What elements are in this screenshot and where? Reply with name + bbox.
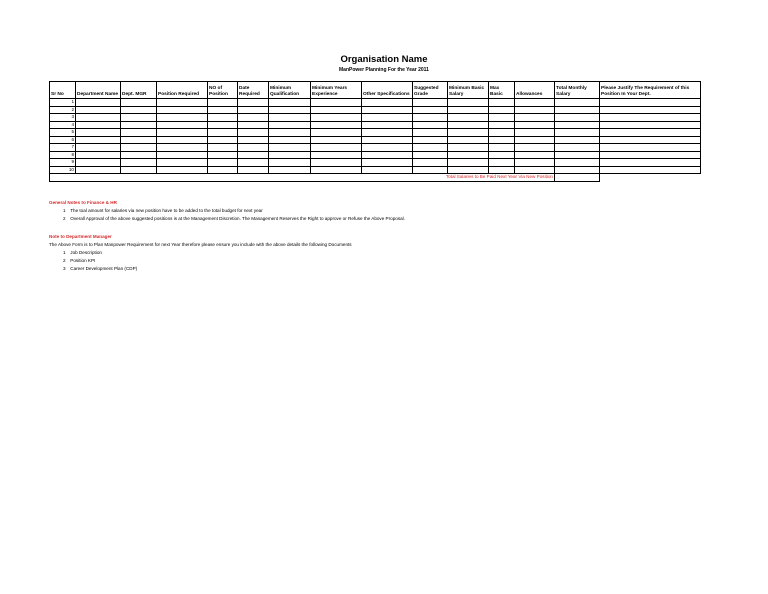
table-cell[interactable] [555, 136, 600, 144]
table-cell[interactable] [413, 159, 448, 167]
table-cell[interactable] [489, 151, 515, 159]
table-cell[interactable] [362, 166, 413, 174]
row-number: 6 [50, 136, 76, 144]
table-cell[interactable] [600, 166, 701, 174]
table-cell[interactable] [413, 129, 448, 137]
table-cell[interactable] [362, 159, 413, 167]
row-number: 1 [50, 99, 76, 107]
table-row [50, 99, 701, 107]
table-row [50, 121, 701, 129]
table-cell[interactable] [238, 144, 269, 152]
header-row [50, 82, 701, 99]
table-cell[interactable] [121, 151, 157, 159]
table-cell[interactable] [515, 136, 555, 144]
table-cell[interactable] [76, 121, 121, 129]
column-header: Position Required [157, 82, 208, 99]
table-cell[interactable] [555, 151, 600, 159]
column-header: Dept. MGR [121, 82, 157, 99]
table-cell[interactable] [269, 106, 311, 114]
finance-note-item [49, 207, 405, 215]
table-cell[interactable] [448, 114, 489, 122]
table-cell[interactable] [76, 136, 121, 144]
table-cell[interactable] [448, 129, 489, 137]
table-cell[interactable] [76, 144, 121, 152]
column-header: Total Monthly Salary [555, 82, 600, 99]
page-subtitle: ManPower Planning For the Year 2011 [339, 67, 429, 73]
table-cell[interactable] [448, 121, 489, 129]
table-cell[interactable] [208, 121, 238, 129]
table-cell[interactable] [238, 151, 269, 159]
row-number: 7 [50, 144, 76, 152]
table-cell[interactable] [76, 99, 121, 107]
table-cell[interactable] [157, 159, 208, 167]
column-header: Date Required [238, 82, 269, 99]
table-cell[interactable] [362, 121, 413, 129]
finance-note-text: The toal amount for salaries via new position have to be added to the total budget for next year [70, 208, 263, 213]
table-cell[interactable] [76, 166, 121, 174]
finance-note-number: 2 [63, 216, 66, 221]
table-cell[interactable] [489, 129, 515, 137]
manager-note-item [49, 249, 352, 257]
manager-note-number: 2 [63, 258, 66, 263]
table-cell[interactable] [362, 99, 413, 107]
table-cell[interactable] [311, 99, 362, 107]
table-cell[interactable] [448, 159, 489, 167]
manager-notes [49, 233, 352, 273]
table-cell[interactable] [362, 136, 413, 144]
table-cell[interactable] [600, 114, 701, 122]
table-cell[interactable] [489, 121, 515, 129]
table-cell[interactable] [311, 136, 362, 144]
table-cell[interactable] [238, 129, 269, 137]
table-cell[interactable] [600, 106, 701, 114]
table-cell[interactable] [362, 144, 413, 152]
table-cell[interactable] [157, 106, 208, 114]
table-cell[interactable] [489, 144, 515, 152]
table-cell[interactable] [600, 159, 701, 167]
table-cell[interactable] [311, 114, 362, 122]
table-row [50, 144, 701, 152]
table-cell[interactable] [515, 99, 555, 107]
table-cell[interactable] [157, 166, 208, 174]
row-number: 10 [50, 166, 76, 174]
table-cell[interactable] [157, 114, 208, 122]
manager-note-text: Job Description [70, 250, 102, 255]
column-header: Minimum Basic Salary [448, 82, 489, 99]
table-cell[interactable] [448, 106, 489, 114]
table-cell[interactable] [238, 136, 269, 144]
column-header: Please Justify The Requirement of this Position In Your Dept. [600, 82, 701, 99]
table-cell[interactable] [515, 129, 555, 137]
table-cell[interactable] [208, 151, 238, 159]
column-header: Sr No [50, 82, 76, 99]
table-cell[interactable] [555, 99, 600, 107]
table-cell[interactable] [121, 121, 157, 129]
table-cell[interactable] [269, 121, 311, 129]
table-cell[interactable] [413, 136, 448, 144]
table-cell[interactable] [238, 166, 269, 174]
table-cell[interactable] [413, 114, 448, 122]
table-cell[interactable] [157, 129, 208, 137]
total-salaries-label: Total Salaries to Be Paid Next Year Via New Position [50, 174, 555, 182]
table-cell[interactable] [362, 151, 413, 159]
table-cell[interactable] [121, 166, 157, 174]
table-cell[interactable] [238, 99, 269, 107]
table-cell[interactable] [600, 121, 701, 129]
table-cell[interactable] [121, 129, 157, 137]
table-cell[interactable] [448, 144, 489, 152]
row-number: 4 [50, 121, 76, 129]
table-cell[interactable] [413, 166, 448, 174]
table-cell[interactable] [515, 166, 555, 174]
table-cell[interactable] [413, 106, 448, 114]
table-cell[interactable] [238, 106, 269, 114]
table-cell[interactable] [269, 159, 311, 167]
column-header: Minimum Years Experience [311, 82, 362, 99]
table-cell[interactable] [76, 159, 121, 167]
table-cell[interactable] [362, 114, 413, 122]
table-cell[interactable] [208, 99, 238, 107]
table-cell[interactable] [489, 99, 515, 107]
column-header: Max Basic [489, 82, 515, 99]
manpower-table [49, 81, 701, 182]
table-cell[interactable] [157, 144, 208, 152]
manager-note-text: Position KPI [70, 258, 96, 263]
finance-notes-heading: General Notes to Finance & HR [49, 200, 117, 205]
finance-note-number: 1 [63, 208, 66, 213]
table-cell[interactable] [489, 136, 515, 144]
table-cell[interactable] [489, 106, 515, 114]
table-cell[interactable] [311, 144, 362, 152]
page-title: Organisation Name [340, 54, 428, 65]
table-cell[interactable] [555, 166, 600, 174]
table-cell[interactable] [157, 136, 208, 144]
table-row [50, 166, 701, 174]
table-cell[interactable] [311, 106, 362, 114]
manager-notes-heading: Note to Department Manager [49, 234, 112, 239]
table-cell[interactable] [208, 129, 238, 137]
table-cell[interactable] [269, 166, 311, 174]
table-cell[interactable] [555, 129, 600, 137]
table-cell[interactable] [362, 106, 413, 114]
table-cell[interactable] [208, 136, 238, 144]
table-cell[interactable] [157, 121, 208, 129]
table-cell[interactable] [208, 159, 238, 167]
table-cell[interactable] [600, 129, 701, 137]
finance-note-text: Overall Approval of the above suggested positions is at the Management Discretion. The Management Reserves the Right to approve or Refuse the Above Proposal. [70, 216, 405, 221]
table-cell[interactable] [448, 166, 489, 174]
table-cell[interactable] [413, 121, 448, 129]
table-cell[interactable] [555, 106, 600, 114]
table-cell[interactable] [121, 99, 157, 107]
table-cell[interactable] [208, 144, 238, 152]
table-cell[interactable] [489, 159, 515, 167]
table-cell[interactable] [555, 159, 600, 167]
table-cell[interactable] [489, 114, 515, 122]
table-cell[interactable] [413, 144, 448, 152]
table-cell[interactable] [76, 129, 121, 137]
table-cell[interactable] [600, 151, 701, 159]
finance-notes [49, 199, 405, 223]
table-cell[interactable] [238, 114, 269, 122]
table-cell[interactable] [121, 114, 157, 122]
table-cell[interactable] [208, 166, 238, 174]
table-row [50, 159, 701, 167]
table-cell[interactable] [269, 99, 311, 107]
table-cell[interactable] [448, 99, 489, 107]
table-cell[interactable] [515, 151, 555, 159]
row-number: 3 [50, 114, 76, 122]
table-cell[interactable] [76, 151, 121, 159]
table-cell[interactable] [208, 106, 238, 114]
table-cell[interactable] [362, 129, 413, 137]
manager-note-item [49, 257, 352, 265]
table-cell[interactable] [600, 144, 701, 152]
table-cell[interactable] [448, 151, 489, 159]
table-cell[interactable] [311, 121, 362, 129]
column-header: Other Specifications [362, 82, 413, 99]
table-row [50, 114, 701, 122]
table-cell[interactable] [448, 136, 489, 144]
manager-notes-intro: The Above Form is to Plan Manpower Requirement for next Year therefore please ensure you include with the above details the following Documents [49, 242, 352, 247]
finance-note-item [49, 215, 405, 223]
row-number: 8 [50, 151, 76, 159]
table-cell[interactable] [121, 106, 157, 114]
table-cell[interactable] [515, 106, 555, 114]
table-cell[interactable] [413, 151, 448, 159]
table-cell[interactable] [238, 159, 269, 167]
total-row [50, 174, 701, 182]
table-cell[interactable] [515, 114, 555, 122]
table-cell[interactable] [515, 144, 555, 152]
table-cell[interactable] [121, 144, 157, 152]
table-cell[interactable] [600, 136, 701, 144]
column-header: Department Name [76, 82, 121, 99]
table-cell[interactable] [600, 99, 701, 107]
table-cell[interactable] [555, 121, 600, 129]
table-cell[interactable] [515, 121, 555, 129]
table-cell[interactable] [269, 114, 311, 122]
table-cell[interactable] [121, 136, 157, 144]
table-cell[interactable] [121, 159, 157, 167]
column-header: NO of Position [208, 82, 238, 99]
table-cell[interactable] [413, 99, 448, 107]
manager-note-number: 1 [63, 250, 66, 255]
table-cell[interactable] [555, 114, 600, 122]
table-cell[interactable] [157, 99, 208, 107]
table-row [50, 151, 701, 159]
table-cell[interactable] [269, 144, 311, 152]
table-row [50, 106, 701, 114]
manager-note-text: Career Development Plan (CDP) [70, 266, 138, 271]
table-cell[interactable] [311, 166, 362, 174]
row-number: 9 [50, 159, 76, 167]
table-cell[interactable] [515, 159, 555, 167]
table-cell[interactable] [489, 166, 515, 174]
total-salaries-value[interactable] [555, 174, 600, 182]
table-row [50, 129, 701, 137]
row-number: 2 [50, 106, 76, 114]
table-cell[interactable] [76, 114, 121, 122]
manager-note-item [49, 265, 352, 273]
table-cell[interactable] [76, 106, 121, 114]
table-cell[interactable] [311, 159, 362, 167]
table-cell[interactable] [238, 121, 269, 129]
table-cell[interactable] [208, 114, 238, 122]
table-cell[interactable] [555, 144, 600, 152]
empty-cell [600, 174, 701, 182]
table-cell[interactable] [311, 129, 362, 137]
table-cell[interactable] [269, 136, 311, 144]
column-header: Suggested Grade [413, 82, 448, 99]
table-cell[interactable] [269, 129, 311, 137]
column-header: Allowances [515, 82, 555, 99]
manager-note-number: 3 [63, 266, 66, 271]
table-cell[interactable] [311, 151, 362, 159]
row-number: 5 [50, 129, 76, 137]
column-header: Minimum Qualification [269, 82, 311, 99]
table-cell[interactable] [269, 151, 311, 159]
table-cell[interactable] [157, 151, 208, 159]
table-row [50, 136, 701, 144]
